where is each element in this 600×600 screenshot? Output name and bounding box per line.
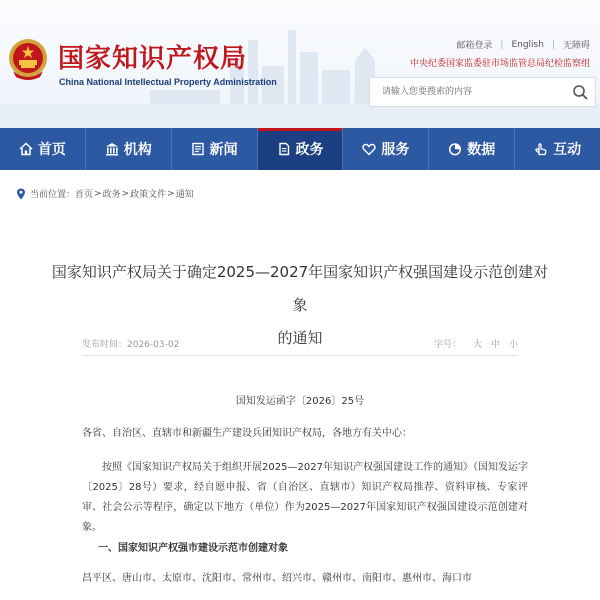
breadcrumb-notice[interactable]: 通知: [175, 190, 194, 200]
location-pin-icon: [16, 188, 26, 200]
mail-login-link[interactable]: 邮箱登录: [456, 41, 493, 51]
font-size-selector: [434, 337, 518, 350]
salutation: 各省、自治区、直辖市和新疆生产建设兵团知识产权局，各地方有关中心：: [82, 428, 412, 439]
site-header: [0, 0, 600, 128]
nav-item-home[interactable]: [0, 128, 86, 170]
search-button[interactable]: [565, 78, 595, 106]
search-input[interactable]: [370, 78, 566, 106]
nav-item-data[interactable]: [429, 128, 515, 170]
breadcrumb-government-affairs[interactable]: 政务: [102, 190, 121, 200]
divider: |: [551, 39, 555, 50]
nav-item-organization[interactable]: [86, 128, 172, 170]
supervision-notice-link[interactable]: 中央纪委国家监委驻市场监管总局纪检监察组: [409, 59, 590, 69]
article-title-line: 国家知识产权局关于确定2025—2027年国家知识产权强国建设示范创建对象: [51, 263, 549, 314]
site-title-english: China National Intellectual Property Administration: [59, 77, 277, 87]
breadcrumb-separator: >: [94, 188, 102, 199]
site-title[interactable]: 国家知识产权局: [58, 44, 248, 74]
nav-item-label: 首页: [37, 142, 66, 158]
document-number: 国知发运函字〔2026〕25号: [235, 396, 365, 407]
nav-item-label: 机构: [123, 142, 152, 158]
heart-icon: [362, 142, 376, 156]
main-nav: [0, 128, 600, 170]
nav-item-services[interactable]: [343, 128, 429, 170]
font-size-medium[interactable]: 中: [490, 340, 500, 350]
meta-divider: [82, 355, 518, 356]
article: [6, 209, 594, 600]
breadcrumb-prefix: 当前位置：: [30, 190, 76, 200]
search-icon: [572, 84, 588, 100]
font-size-large[interactable]: 大: [472, 340, 482, 350]
nav-item-interaction[interactable]: [515, 128, 600, 170]
document-icon: [277, 142, 291, 156]
english-link[interactable]: English: [511, 39, 544, 50]
breadcrumb-separator: >: [167, 188, 175, 199]
nav-item-label: 新闻: [209, 142, 238, 158]
hand-icon: [534, 142, 548, 156]
breadcrumb-policy-documents[interactable]: 政策文件: [130, 190, 167, 200]
top-links: [456, 38, 590, 51]
home-icon: [19, 142, 33, 156]
search-box: [369, 77, 596, 107]
breadcrumb-separator: >: [121, 188, 130, 199]
breadcrumb: [16, 187, 194, 200]
nav-item-news[interactable]: [172, 128, 258, 170]
article-title-line: 的通知: [277, 329, 323, 347]
article-meta: [82, 337, 518, 351]
nav-item-label: 政务: [295, 142, 324, 158]
nav-item-label: 互动: [553, 142, 582, 158]
section-heading: 一、国家知识产权强市建设示范市创建对象: [98, 543, 288, 554]
divider: |: [500, 39, 504, 50]
nav-item-label: 服务: [381, 142, 410, 158]
news-icon: [191, 142, 205, 156]
pie-chart-icon: [448, 142, 462, 156]
publish-date: 发布时间：2026-03-02: [82, 340, 180, 350]
nav-item-government-affairs[interactable]: [258, 128, 344, 170]
building-icon: [105, 142, 119, 156]
body-paragraph: 按照《国家知识产权局关于组织开展2025—2027年知识产权强国建设工作的通知》（国知发运字〔2025〕28号）要求，经自愿申报、省（自治区、直辖市）知识产权局推荐、资料审核、专家评审、社会公示等程序，确定以下地方（单位）作为2025—2027年国家知识产权强国建设示范创建对象。: [82, 462, 528, 533]
font-size-label: 字号：: [433, 340, 461, 350]
city-list: 昌平区、唐山市、太原市、沈阳市、常州市、绍兴市、赣州市、南阳市、惠州市、海口市: [82, 573, 472, 584]
breadcrumb-home[interactable]: 首页: [75, 190, 94, 200]
font-size-small[interactable]: 小: [508, 340, 518, 350]
accessibility-link[interactable]: 无障碍: [562, 41, 590, 51]
nav-item-label: 数据: [467, 142, 496, 158]
national-emblem-logo: [7, 37, 49, 81]
